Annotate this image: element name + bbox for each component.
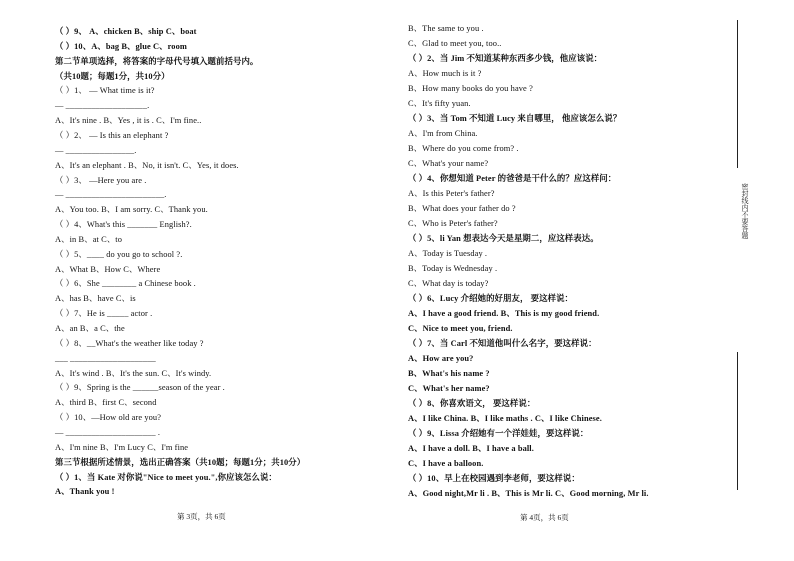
left-line: A、third B、first C、second: [55, 398, 157, 408]
left-line: A、an B、a C、the: [55, 324, 125, 333]
right-line: A、I'm from China.: [408, 129, 478, 138]
left-line: （ ）1、当 Kate 对你说"Nice to meet you.",你应该怎么说：: [55, 472, 277, 482]
right-line: C、It's fifty yuan.: [408, 99, 471, 108]
left-line: （ ）3、 —Here you are .: [55, 175, 147, 185]
left-line: ___ ____________________: [55, 353, 156, 363]
right-line: C、What day is today?: [408, 279, 489, 288]
left-line: A、Thank you !: [55, 487, 115, 497]
left-line: （ ）10、—How old are you?: [55, 413, 162, 423]
left-line: （ ）5、____ do you go to school ?.: [55, 249, 183, 259]
right-line: A、I like China. B、I like maths . C、I like Chinese.: [408, 414, 602, 423]
right-line: A、I have a good friend. B、This is my good friend.: [408, 309, 600, 318]
right-line: B、What's his name ?: [408, 369, 490, 378]
right-line: （ ）4、你想知道 Peter 的爸爸是干什么的？应这样问：: [408, 174, 617, 183]
left-line: 第二节单项选择，将答案的字母代号填入题前括号内。: [55, 56, 259, 66]
right-line: C、Who is Peter's father?: [408, 219, 498, 228]
seal-line-top: [737, 20, 738, 168]
page-number-right: 第 4页，共 6页: [520, 513, 569, 522]
right-line: （ ）2、当 Jim 不知道某种东西多少钱，他应该说：: [408, 54, 603, 63]
seal-line-bottom: [737, 352, 738, 490]
right-line: C、Glad to meet you, too..: [408, 39, 502, 48]
right-line: A、How are you?: [408, 354, 474, 363]
left-line: — ________________.: [55, 145, 137, 155]
left-line: A、I'm nine B、I'm Lucy C、I'm fine: [55, 442, 189, 452]
right-line: A、I have a doll. B、I have a ball.: [408, 444, 534, 453]
right-line: A、Today is Tuesday .: [408, 249, 488, 258]
right-line: B、Where do you come from? .: [408, 144, 519, 153]
right-line: B、What does your father do ?: [408, 204, 516, 213]
right-line: （ ）9、Lissa 介绍她有一个洋娃娃，要这样说：: [408, 429, 589, 438]
right-line: C、I have a balloon.: [408, 459, 484, 468]
seal-line-text: 密封线内不要答题: [741, 183, 749, 239]
left-line: （ ）6、She ________ a Chinese book .: [55, 279, 196, 289]
left-line: A、has B、have C、is: [55, 294, 136, 304]
left-line: — _____________________ .: [55, 427, 161, 437]
left-line: （ ）1、 — What time is it?: [55, 86, 155, 96]
right-line: （ ）8、你喜欢语文， 要这样说：: [408, 399, 536, 408]
left-line: A、in B、at C、to: [55, 234, 123, 244]
left-line: A、It's wind . B、It's the sun. C、It's windy.: [55, 368, 212, 378]
left-line: （共10题；每题1分，共10分）: [55, 71, 170, 81]
left-line: （ ）2、 — Is this an elephant ?: [55, 130, 169, 140]
left-line: A、What B、How C、Where: [55, 264, 161, 274]
left-line: （ ）9、 A、chicken B、ship C、boat: [55, 27, 197, 36]
right-line: C、What's your name?: [408, 159, 489, 168]
page-number-left: 第 3页，共 6页: [177, 512, 226, 521]
right-line: （ ）3、当 Tom 不知道 Lucy 来自哪里， 他应该怎么说？: [408, 114, 622, 123]
left-line: （ ）9、Spring is the ______season of the year .: [55, 383, 225, 393]
left-line: A、You too. B、I am sorry. C、Thank you.: [55, 205, 208, 215]
left-line: A、It's nine . B、Yes , it is . C、I'm fine..: [55, 116, 202, 126]
right-line: （ ）7、当 Carl 不知道他叫什么名字，要这样说：: [408, 339, 597, 348]
right-line: B、Today is Wednesday .: [408, 264, 498, 273]
left-line: （ ）10、A、bag B、glue C、room: [55, 41, 187, 51]
left-line: （ ）8、__What's the weather like today ?: [55, 338, 204, 348]
right-line: B、How many books do you have ?: [408, 84, 533, 93]
right-line: C、Nice to meet you, friend.: [408, 324, 513, 333]
left-line: （ ）7、He is _____ actor .: [55, 309, 153, 319]
left-line: A、It's an elephant . B、No, it isn't. C、Yes, it does.: [55, 160, 239, 170]
right-line: C、What's her name?: [408, 384, 490, 393]
left-line: — ___________________.: [55, 101, 150, 111]
right-line: A、Is this Peter's father?: [408, 189, 495, 198]
left-line: — _______________________.: [55, 190, 167, 200]
right-line: （ ）10、早上在校园遇到李老师，要这样说：: [408, 474, 580, 483]
right-line: A、How much is it ?: [408, 69, 482, 78]
right-line: A、Good night,Mr li . B、This is Mr li. C、Good morning, Mr li.: [408, 489, 649, 498]
left-line: 第三节根据所述情景，选出正确答案（共10题；每题1分；共10分）: [55, 457, 306, 467]
right-line: （ ）6、Lucy 介绍她的好朋友， 要这样说：: [408, 294, 574, 303]
right-line: B、The same to you .: [408, 24, 484, 33]
right-line: （ ）5、li Yan 想表达今天是星期二，应这样表达。: [408, 234, 599, 243]
left-line: （ ）4、What's this _______ English?.: [55, 220, 192, 230]
